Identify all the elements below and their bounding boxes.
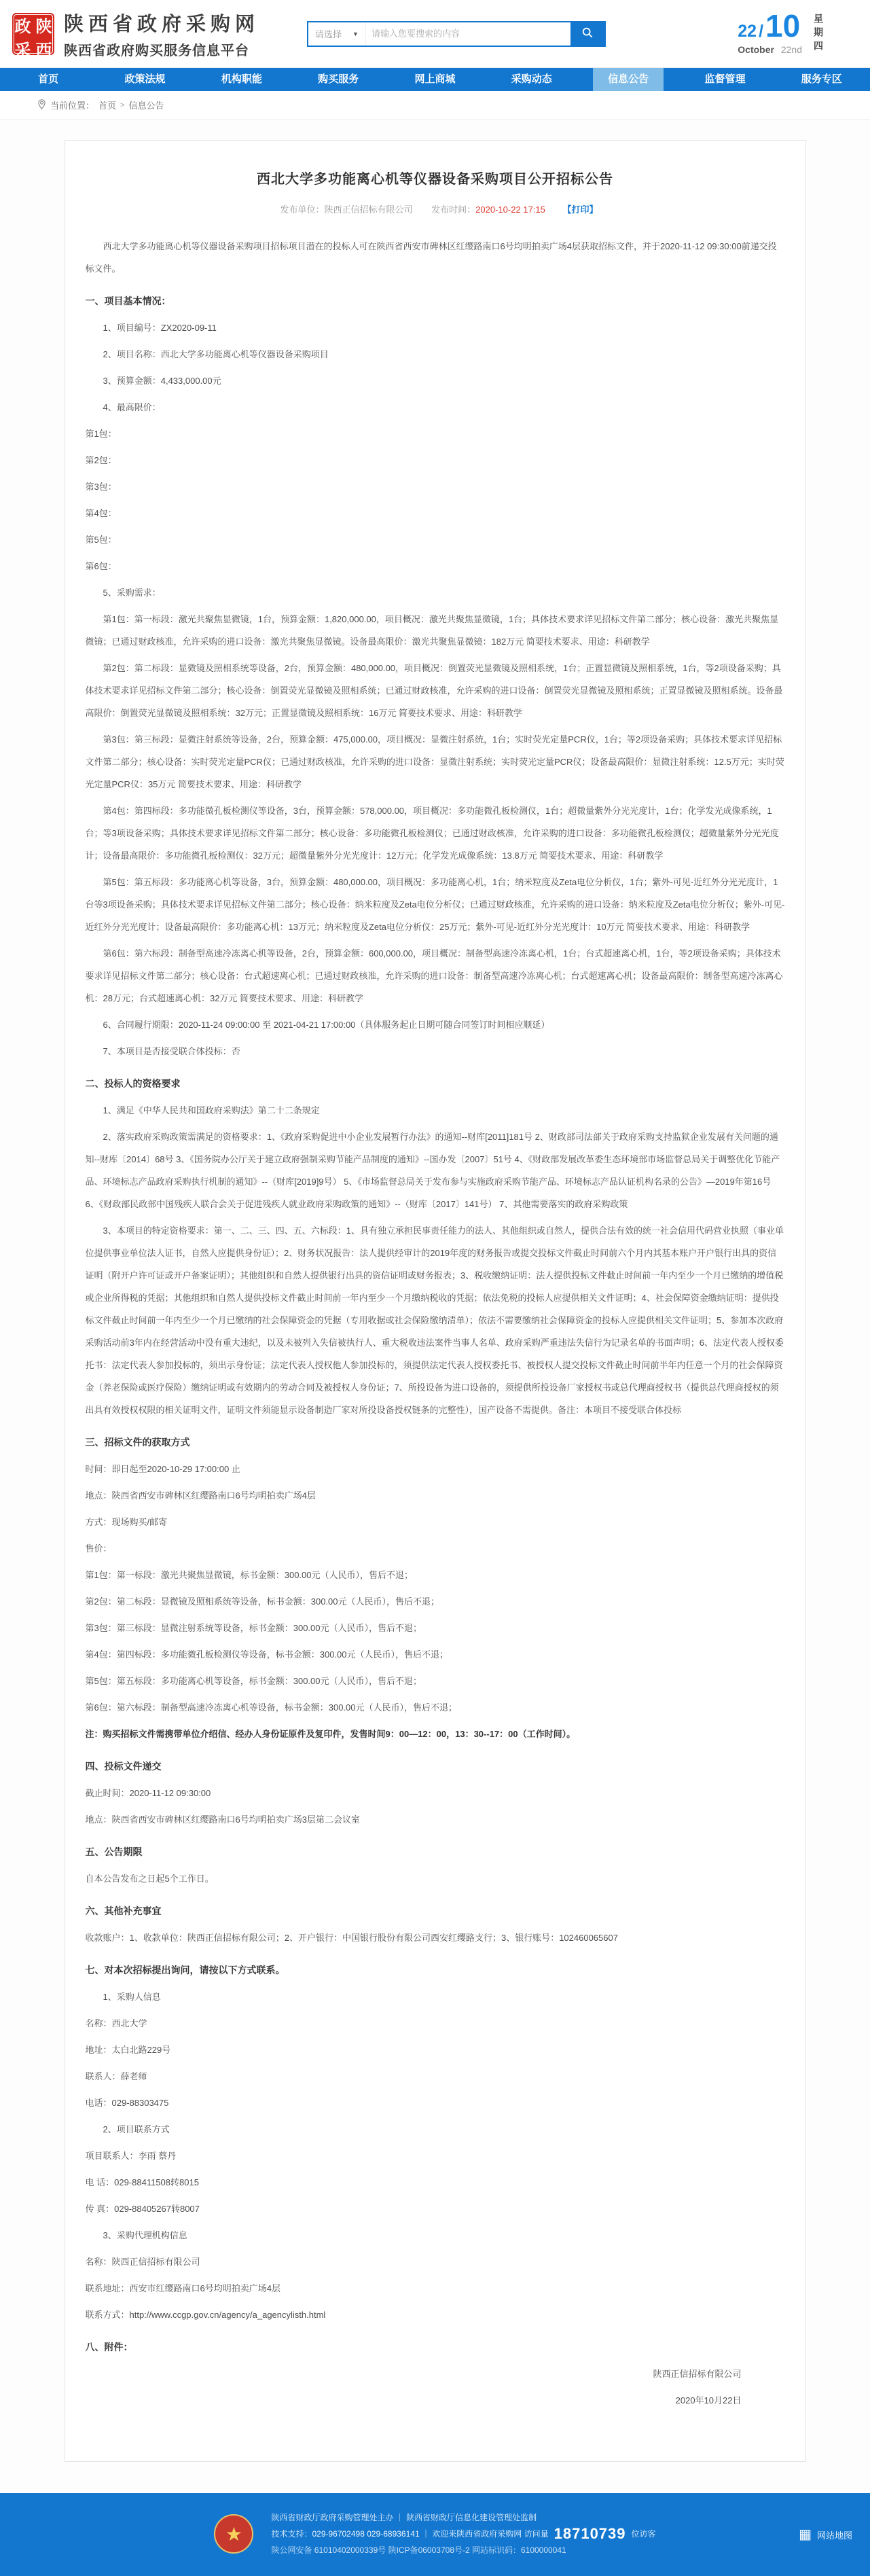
- body-line: 第3包：: [85, 482, 117, 492]
- body-line: 截止时间：2020-11-12 09:30:00: [85, 1788, 211, 1798]
- date-slash: /: [759, 22, 764, 41]
- body-line: 2、落实政府采购政策需满足的资格要求：1、《政府采购促进中小企业发展暂行办法》的通知--财库[2011]181号 2、财政部司法部关于政府采购支持监狱企业发展有关问题的通知--财库〔2014〕68号 3、《国务院办公厅关于建立政府强制采购节能产品制度的通知》--国办发〔2007〕51号 4、《财政部发展改革委生态环境部市场监督总局关于调整优化节能产品、环境标志产品政府采购执行机制的通知》--（财库[2019]9号） 5、《市场监督总局关于发布参与实施政府采购节能产品、环境标志产品认证机构名录的公告》—2019年第16号 6、《财政部民政部中国残疾人联合会关于促进残疾人就业政府采购政策的通知》--（财库〔2017〕141号） 7、其他需要落实的政府采购政策: [85, 1132, 780, 1209]
- body-line: 时间：即日起至2020-10-29 17:00:00 止: [85, 1464, 240, 1474]
- nav-item[interactable]: [676, 68, 773, 91]
- nav-item[interactable]: [194, 68, 290, 91]
- body-line: 第4包：第四标段：多功能微孔板检测仪等设备，标书金额：300.00元（人民币），售后不退；: [85, 1649, 448, 1660]
- body-line: 第2包：第二标段：显微镜及照相系统等设备，标书金额：300.00元（人民币），售后不退；: [85, 1596, 439, 1607]
- logo-char: 陕: [35, 17, 52, 36]
- search-select-label: 请选择: [315, 29, 342, 39]
- nav-item-label: 政策法规: [124, 73, 166, 85]
- section-heading: 七、对本次招标提出询问，请按以下方式联系。: [85, 1965, 285, 1975]
- section-heading: 一、项目基本情况：: [85, 296, 171, 306]
- section-heading: 二、投标人的资格要求: [85, 1078, 181, 1089]
- sitemap-link[interactable]: [799, 2528, 852, 2541]
- nav-item[interactable]: [484, 68, 580, 91]
- date-widget: [738, 8, 858, 55]
- site-name: 陕西省政府采购网: [64, 13, 260, 35]
- footer-support-prefix: 技术支持：029-96702498 029-68936141 ｜ 欢迎来陕西省政府采购网 访问量: [271, 2529, 549, 2539]
- nav-item-label: 监督管理: [704, 73, 746, 85]
- nav-item[interactable]: [0, 68, 96, 91]
- body-line: 陕西正信招标有限公司: [653, 2369, 742, 2379]
- body-line: 项目联系人：李雨 蔡丹: [85, 2151, 177, 2161]
- search-bar: [307, 21, 606, 47]
- body-line: 7、本项目是否接受联合体投标：否: [103, 1046, 240, 1056]
- body-line: 名称：陕西正信招标有限公司: [85, 2257, 200, 2267]
- search-button[interactable]: [570, 22, 604, 46]
- site-titles: [64, 9, 259, 59]
- body-line: 传 真：029-88405267转8007: [85, 2204, 200, 2214]
- breadcrumb-current-link[interactable]: 信息公告: [128, 101, 164, 111]
- publisher-value: 陕西正信招标有限公司: [324, 204, 413, 215]
- body-line: 名称：西北大学: [85, 2018, 147, 2028]
- body-line: 收款账户：1、收款单位：陕西正信招标有限公司；2、开户银行：中国银行股份有限公司西安红缨路支行；3、银行账号：102460065607: [85, 1933, 618, 1943]
- publisher-label: 发布单位：: [280, 204, 325, 215]
- nav-item-label: 首页: [38, 73, 59, 85]
- section-heading: 三、招标文件的获取方式: [85, 1437, 190, 1448]
- nav-item[interactable]: [774, 68, 870, 91]
- nav-item[interactable]: [290, 68, 386, 91]
- section-heading: 八、附件：: [85, 2342, 133, 2353]
- search-input[interactable]: [366, 22, 570, 46]
- logo-char: 采: [14, 41, 31, 60]
- nav-item[interactable]: [386, 68, 483, 91]
- page-content: [0, 120, 870, 2493]
- chevron-down-icon: ▼: [352, 30, 359, 37]
- body-line: 注：购买招标文件需携带单位介绍信、经办人身份证原件及复印件，发售时间9：00—12：00，13：30--17：00（工作时间）。: [85, 1729, 576, 1739]
- top-header: [0, 0, 870, 68]
- nav-item-label: 采购动态: [511, 73, 552, 85]
- body-line: 2、项目名称：西北大学多功能离心机等仪器设备采购项目: [103, 349, 329, 359]
- body-line: 1、采购人信息: [103, 1992, 161, 2002]
- body-line: 西北大学多功能离心机等仪器设备采购项目招标项目潜在的投标人可在陕西省西安市碑林区红缨路南口6号均明拍卖广场4层获取招标文件，并于2020-11-12 09:30:00前递交投标文件。: [85, 241, 777, 274]
- publish-time-value: 2020-10-22 17:15: [475, 204, 545, 215]
- body-line: 第2包：: [85, 455, 117, 465]
- body-line: 联系方式：http://www.ccgp.gov.cn/agency/a_agencylisth.html: [85, 2310, 326, 2320]
- announcement-card: [65, 140, 806, 2462]
- body-line: 第3包：第三标段：显微注射系统等设备，标书金额：300.00元（人民币），售后不退；: [85, 1623, 422, 1633]
- body-line: 第5包：: [85, 535, 117, 545]
- body-line: 第1包：: [85, 429, 117, 439]
- sitemap-grid-icon: ▦: [799, 2527, 812, 2542]
- body-line: 第5包：第五标段：多功能离心机等设备，标书金额：300.00元（人民币），售后不退；: [85, 1676, 422, 1686]
- section-heading: 六、其他补充事宜: [85, 1906, 162, 1916]
- section-heading: 五、公告期限: [85, 1846, 143, 1857]
- body-line: 4、最高限价：: [103, 402, 161, 412]
- sitemap-label: 网站地图: [816, 2530, 852, 2541]
- body-line: 3、预算金额：4,433,000.00元: [103, 376, 221, 386]
- body-line: 地点：陕西省西安市碑林区红缨路南口6号均明拍卖广场3层第二会议室: [85, 1814, 360, 1825]
- date-month-number: 10: [765, 8, 801, 43]
- breadcrumb-separator: >: [120, 101, 125, 109]
- page-title: 西北大学多功能离心机等仪器设备采购项目公开招标公告: [257, 172, 613, 187]
- body-line: 第6包：第六标段：制备型高速冷冻离心机等设备，2台，预算金额：600,000.00，项目概况：制备型高速冷冻离心机，1台；台式超速离心机，1台，等2项设备采购；具体技术要求详见招标文件第二部分；核心设备：台式超速离心机；已通过财政核准，允许采购的进口设备：制备型高速冷冻离心机；台式超速离心机；设备最高限价：制备型高速冷冻离心机：28万元；台式超速离心机：32万元 简要技术要求、用途：科研教学: [85, 948, 783, 1003]
- body-line: 地址：太白北路229号: [85, 2045, 171, 2055]
- body-line: 1、满足《中华人民共和国政府采购法》第二十二条规定: [103, 1105, 320, 1115]
- body-line: 第4包：: [85, 508, 117, 518]
- date-weekday: 星期四: [813, 14, 824, 54]
- body-line: 6、合同履行期限：2020-11-24 09:00:00 至 2021-04-21 17:00:00（具体服务起止日期可随合同签订时间相应顺延）: [103, 1020, 550, 1030]
- search-category-select[interactable]: [308, 22, 366, 46]
- search-icon: [581, 26, 594, 41]
- body-line: 第1包：第一标段：激光共聚焦显微镜，1台，预算金额：1,820,000.00，项目概况：激光共聚焦显微镜，1台；具体技术要求详见招标文件第二部分；核心设备：激光共聚焦显微镜；已通过财政核准，允许采购的进口设备：激光共聚焦显微镜。设备最高限价：激光共聚焦显微镜：182万元 简要技术要求、用途：科研教学: [85, 614, 779, 647]
- body-line: 3、本项目的特定资格要求：第一、二、三、四、五、六标段：1、具有独立承担民事责任能力的法人、其他组织或自然人，提供合法有效的统一社会信用代码营业执照（事业单位提供事业单位法人证书，自然人应提供身份证）；2、财务状况报告：法人提供经审计的2019年度的财务报告或提交投标文件截止时间前六个月内其基本账户开户银行出具的资信证明（附开户许可证或开户备案证明）；其他组织和自然人提供银行出具的资信证明或财务报表；3、税收缴纳证明：法人提供投标文件截止时间前一年内至少一个月已缴纳的增值税或企业所得税的凭据；其他组织和自然人提供投标文件截止时间前一年内至少一个月缴纳税收的凭据；依法免税的投标人应提供相关文件证明；4、社会保障资金缴纳证明：提供投标文件截止时间前一年内至少一个月已缴纳的社会保障资金的凭据（专用收据或社会保险缴纳清单）；依法不需要缴纳社会保障资金的投标人应提供相关文件证明；5、参加本次政府采购活动前3年内在经营活动中没有重大违纪，以及未被列入失信被执行人、重大税收违法案件当事人名单、政府采购严重违法失信行为记录名单的书面声明；6、法定代表人授权委托书：法定代表人参加投标的，须出示身份证；法定代表人授权他人参加投标的，须提供法定代表人授权委托书、被授权人提交投标文件截止时间前半年内任意一个月的社会保障资金（养老保险或医疗保险）缴纳证明或有效期内的劳动合同及被授权人身份证；7、所投设备为进口设备的，须提供所投设备厂家授权书或总代理商授权书（提供总代理商授权的须出具有效授权权限的相关证明文件，证明文件须能显示设备制造厂家对所投设备授权链条的完整性），国产设备不需提供。备注：本项目不接受联合体投标: [85, 1226, 784, 1415]
- body-line: 第6包：第六标段：制备型高速冷冻离心机等设备，标书金额：300.00元（人民币），售后不退；: [85, 1702, 457, 1713]
- body-line: 第1包：第一标段：激光共聚焦显微镜，标书金额：300.00元（人民币），售后不退；: [85, 1570, 413, 1580]
- date-month-text: October: [738, 44, 774, 55]
- nav-item-label: 网上商城: [414, 73, 456, 85]
- publish-time-label: 发布时间：: [431, 204, 476, 215]
- footer-support-suffix: 位访客: [631, 2529, 656, 2539]
- page-footer: [0, 2493, 870, 2576]
- print-button[interactable]: 【打印】: [562, 204, 598, 215]
- nav-item-label: 信息公告: [593, 68, 664, 91]
- body-line: 5、采购需求：: [103, 588, 161, 598]
- body-line: 第5包：第五标段：多功能离心机等设备，3台，预算金额：480,000.00，项目概况：多功能离心机，1台；纳米粒度及Zeta电位分析仪，1台；紫外-可见-近红外分光光度计，1台等3项设备采购；具体技术要求详见招标文件第二部分；核心设备：纳米粒度及Zeta电位分析仪；已通过财政核准，允许采购的进口设备：纳米粒度及Zeta电位分析仪；紫外-可见-近红外分光光度计；设备最高限价：多功能离心机：13万元；纳米粒度及Zeta电位分析仪：25万元；紫外-可见-近红外分光光度计：10万元 简要技术要求、用途：科研教学: [85, 877, 785, 932]
- footer-sponsor-line: 陕西省财政厅政府采购管理处主办 ｜ 陕西省财政厅信息化建设管理处监制: [271, 2513, 537, 2522]
- breadcrumb-home-link[interactable]: 首页: [98, 101, 117, 111]
- date-day-ordinal: 22nd: [780, 44, 802, 55]
- body-line: 电 话：029-88411508转8015: [85, 2177, 199, 2187]
- date-day: 22: [738, 22, 757, 41]
- body-line: 地点：陕西省西安市碑林区红缨路南口6号均明拍卖广场4层: [85, 1490, 316, 1501]
- section-heading: 四、投标文件递交: [85, 1761, 162, 1772]
- location-pin-icon: [37, 99, 46, 111]
- breadcrumb: [0, 91, 870, 120]
- article-meta: [83, 202, 788, 215]
- body-line: 3、采购代理机构信息: [103, 2230, 187, 2240]
- nav-item-label: 购买服务: [318, 73, 359, 85]
- article-body: [83, 233, 788, 2414]
- national-emblem-icon: ★: [214, 2514, 253, 2554]
- body-line: 方式：现场购买/邮寄: [85, 1517, 168, 1527]
- body-line: 第6包：: [85, 561, 117, 571]
- nav-item[interactable]: [96, 68, 193, 91]
- nav-item-label: 机构职能: [221, 73, 262, 85]
- logo-char: 政: [14, 17, 31, 36]
- visitor-count: 18710739: [554, 2525, 626, 2542]
- site-logo: [12, 13, 54, 60]
- body-line: 2020年10月22日: [675, 2395, 742, 2405]
- breadcrumb-prefix: 当前位置：: [50, 101, 95, 111]
- site-subtitle: 陕西省政府购买服务信息平台: [64, 43, 249, 58]
- nav-item[interactable]: [580, 68, 676, 91]
- logo-char: 西: [35, 41, 52, 60]
- body-line: 第3包：第三标段：显微注射系统等设备，2台，预算金额：475,000.00，项目概况：显微注射系统，1台；实时荧光定量PCR仪，1台；等2项设备采购；具体技术要求详见招标文件第二部分；核心设备：实时荧光定量PCR仪；已通过财政核准，允许采购的进口设备：显微注射系统；实时荧光定量PCR仪；设备最高限价：显微注射系统：12.5万元；实时荧光定量PCR仪：35万元 简要技术要求、用途：科研教学: [85, 734, 784, 789]
- body-line: 售价：: [85, 1543, 112, 1554]
- body-line: 自本公告发布之日起5个工作日。: [85, 1874, 214, 1884]
- body-line: 1、项目编号：ZX2020-09-11: [103, 323, 217, 333]
- body-line: 电话：029-88303475: [85, 2098, 169, 2108]
- main-nav: [0, 68, 870, 91]
- body-line: 第4包：第四标段：多功能微孔板检测仪等设备，3台，预算金额：578,000.00，项目概况：多功能微孔板检测仪，1台；超微量紫外分光光度计，1台；化学发光成像系统，1台；等3项设备采购；具体技术要求详见招标文件第二部分；核心设备：多功能微孔板检测仪；已通过财政核准，允许采购的进口设备：多功能微孔板检测仪；超微量紫外分光光度计；设备最高限价：多功能微孔板检测仪：32万元；超微量紫外分光光度计：12万元；化学发光成像系统：13.8万元 简要技术要求、用途：科研教学: [85, 806, 779, 861]
- body-line: 2、项目联系方式: [103, 2124, 170, 2134]
- footer-icp-line: 陕公网安备 61010402000339号 陕ICP备06003708号-2 网站标识码：6100000041: [271, 2545, 566, 2555]
- nav-item-label: 服务专区: [801, 73, 842, 85]
- body-line: 联系人：薛老师: [85, 2071, 147, 2081]
- body-line: 联系地址：西安市红缨路南口6号均明拍卖广场4层: [85, 2283, 280, 2293]
- footer-support-line: [271, 2526, 655, 2542]
- body-line: 第2包：第二标段：显微镜及照相系统等设备，2台，预算金额：480,000.00，项目概况：倒置荧光显微镜及照相系统，1台；正置显微镜及照相系统，1台，等2项设备采购；具体技术要求详见招标文件第二部分；核心设备：倒置荧光显微镜及照相系统；已通过财政核准，允许采购的进口设备：倒置荧光显微镜及照相系统；正置显微镜及照相系统。设备最高限价：倒置荧光显微镜及照相系统：32万元；正置显微镜及照相系统：16万元 简要技术要求、用途：科研教学: [85, 663, 783, 718]
